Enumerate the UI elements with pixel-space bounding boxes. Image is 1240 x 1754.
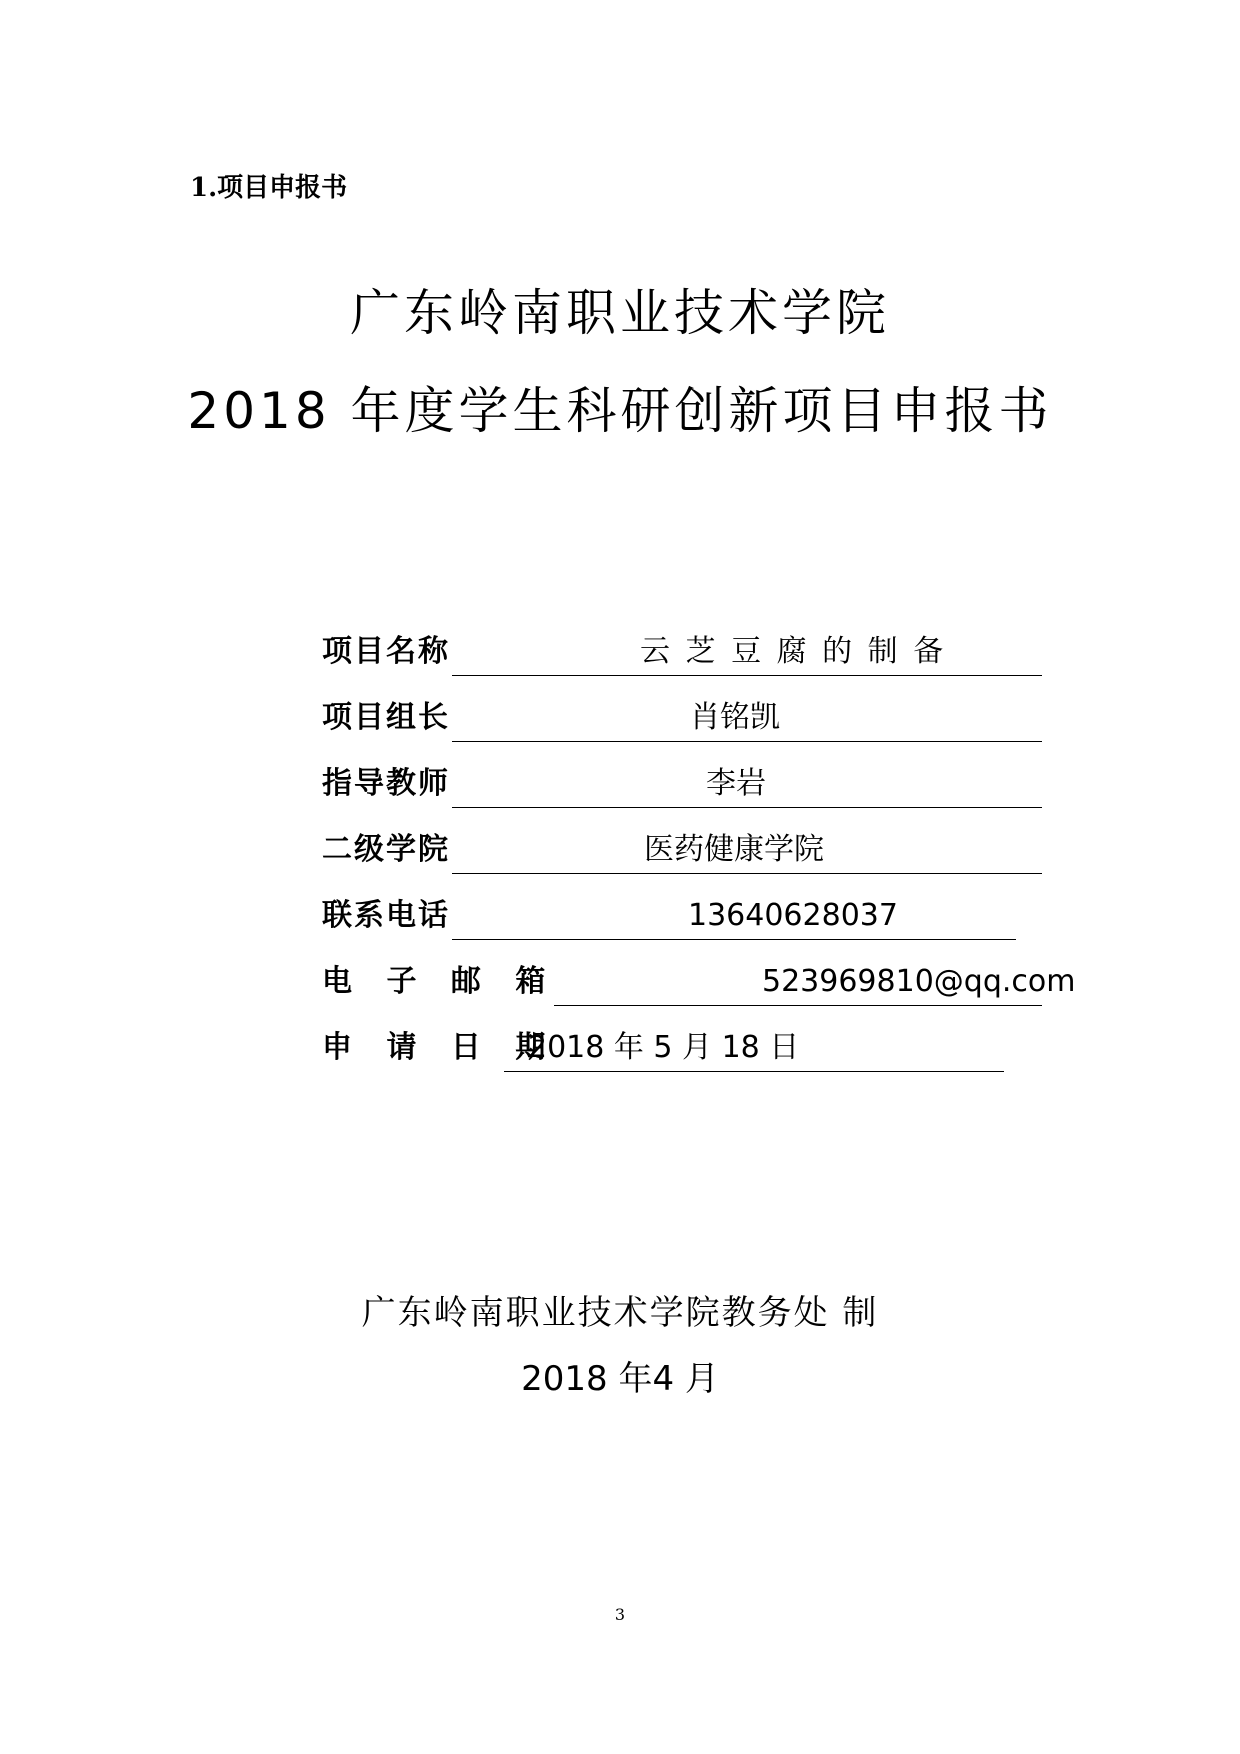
field-label: 申 请 日 期: [322, 1030, 558, 1065]
page-number: 3: [614, 1605, 626, 1624]
field-label: 指导教师: [322, 766, 450, 801]
field-value: 医药健康学院: [644, 832, 824, 867]
field-underline: [504, 1071, 1004, 1072]
title-institution: 广东岭南职业技术学院: [350, 284, 890, 342]
field-underline: [452, 873, 1042, 874]
field-project-leader: [322, 696, 1042, 742]
field-label: 项目组长: [322, 700, 450, 735]
field-underline: [452, 741, 1042, 742]
field-phone: [322, 894, 1042, 940]
field-value: 523969810@qq.com: [762, 964, 1076, 999]
field-project-name: [322, 630, 1042, 676]
section-label: 1.项目申报书: [190, 173, 348, 203]
field-label: 联系电话: [322, 898, 450, 933]
field-email: [322, 960, 1076, 1006]
field-value: 13640628037: [688, 898, 898, 933]
title-document: 2018 年度学生科研创新项目申报书: [187, 382, 1053, 440]
field-value: 2018 年 5 月 18 日: [528, 1030, 800, 1065]
field-underline: [452, 939, 1016, 940]
field-value: 李岩: [706, 766, 766, 801]
field-college: [322, 828, 1042, 874]
field-apply-date: [322, 1026, 1042, 1072]
field-advisor: [322, 762, 1042, 808]
field-label: 电 子 邮 箱: [322, 964, 558, 999]
field-underline: [452, 675, 1042, 676]
field-label: 二级学院: [322, 832, 450, 867]
field-value: 肖铭凯: [690, 700, 780, 735]
field-underline: [452, 807, 1042, 808]
issue-date: 2018 年4 月: [521, 1359, 719, 1399]
field-label: 项目名称: [322, 634, 450, 669]
field-underline: [554, 1005, 1042, 1006]
field-value: 云 芝 豆 腐 的 制 备: [640, 634, 947, 669]
issuer-line: 广东岭南职业技术学院教务处 制: [361, 1293, 879, 1333]
